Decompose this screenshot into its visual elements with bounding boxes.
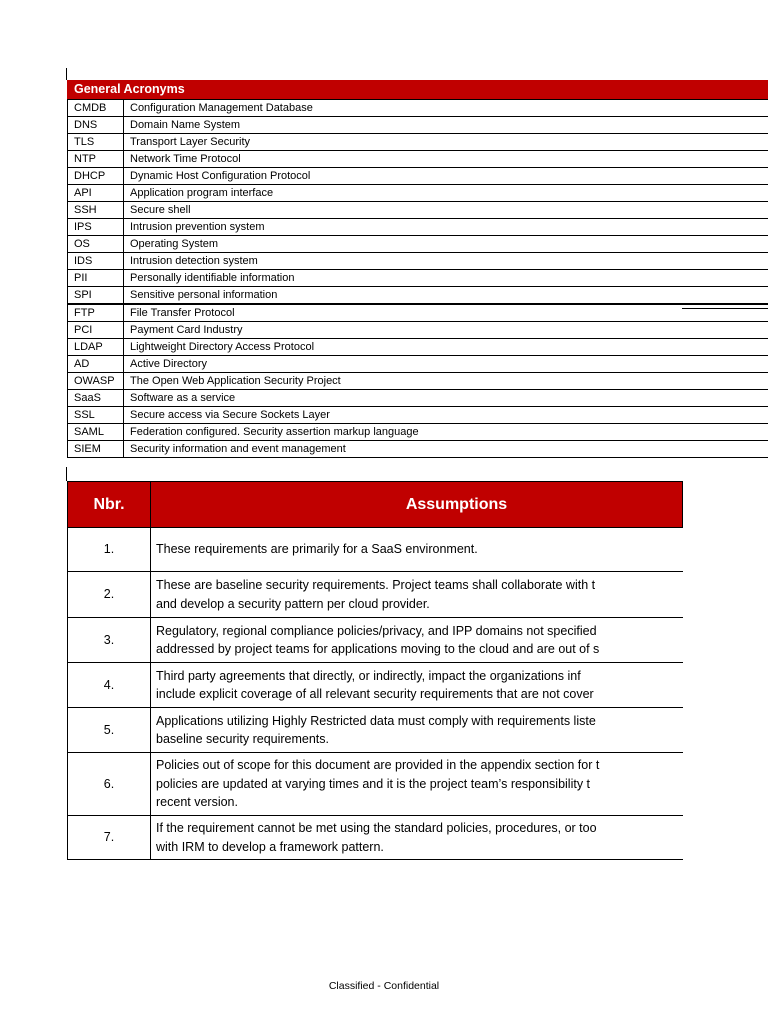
acronym-description: Personally identifiable information — [124, 270, 768, 287]
acronym-code: OWASP — [68, 373, 124, 390]
assumption-text-line: Policies out of scope for this document are provided in the appendix section for t — [156, 758, 600, 773]
acronym-code: DHCP — [68, 168, 124, 185]
assumption-text-line: These are baseline security requirements. Project teams shall collaborate with t — [156, 578, 596, 592]
acronym-description: Active Directory — [124, 356, 768, 373]
acronym-code: FTP — [68, 304, 124, 322]
acronym-description: Intrusion prevention system — [124, 219, 768, 236]
acronym-row — [68, 287, 768, 305]
acronym-description: Intrusion detection system — [124, 253, 768, 270]
acronym-description: File Transfer Protocol — [124, 304, 768, 322]
acronym-code: NTP — [68, 151, 124, 168]
acronym-description: Security information and event management — [124, 441, 768, 458]
assumption-text-line: These requirements are primarily for a SaaS environment. — [156, 542, 478, 557]
acronym-description: Payment Card Industry — [124, 322, 768, 339]
acronym-row — [68, 168, 768, 185]
acronym-row — [68, 236, 768, 253]
acronym-description: Operating System — [124, 236, 768, 253]
assumption-text-line: If the requirement cannot be met using the standard policies, procedures, or too — [156, 821, 597, 835]
acronym-description: Network Time Protocol — [124, 151, 768, 168]
acronym-row — [68, 322, 768, 339]
acronym-description: Transport Layer Security — [124, 134, 768, 151]
acronym-code: SaaS — [68, 390, 124, 407]
acronym-code: PII — [68, 270, 124, 287]
assumption-text-line: and develop a security pattern per cloud provider. — [156, 596, 430, 611]
assumption-text — [151, 528, 683, 572]
assumption-text-line: recent version. — [156, 795, 238, 810]
assumption-row — [68, 528, 683, 572]
acronym-description: Lightweight Directory Access Protocol — [124, 339, 768, 356]
left-border-gap — [66, 467, 67, 481]
acronym-row — [68, 304, 768, 322]
acronym-row — [68, 202, 768, 219]
acronym-row — [68, 185, 768, 202]
acronym-code: SSL — [68, 407, 124, 424]
acronym-code: PCI — [68, 322, 124, 339]
assumption-number: 4. — [68, 663, 151, 708]
acronym-description: Configuration Management Database — [124, 100, 768, 117]
acronym-code: SSH — [68, 202, 124, 219]
acronym-row — [68, 390, 768, 407]
assumption-text — [151, 572, 683, 618]
acronym-row — [68, 219, 768, 236]
assumption-text-line: Third party agreements that directly, or indirectly, impact the organizations inf — [156, 668, 581, 683]
assumptions-column-header: Assumptions — [151, 482, 683, 528]
assumption-number: 7. — [68, 816, 151, 860]
acronym-code: IPS — [68, 219, 124, 236]
assumption-text — [151, 618, 683, 663]
assumption-text — [151, 753, 683, 816]
assumption-number: 3. — [68, 618, 151, 663]
assumption-row — [68, 618, 683, 663]
assumption-text-line: with IRM to develop a framework pattern. — [156, 839, 384, 854]
acronym-code: SAML — [68, 424, 124, 441]
acronym-code: SIEM — [68, 441, 124, 458]
assumption-text-line: addressed by project teams for applications moving to the cloud and are out of s — [156, 642, 600, 656]
acronym-description: Sensitive personal information — [124, 287, 768, 305]
assumptions-header-row — [68, 482, 683, 528]
acronym-row — [68, 134, 768, 151]
acronym-description: Secure access via Secure Sockets Layer — [124, 407, 768, 424]
acronym-code: DNS — [68, 117, 124, 134]
acronym-code: SPI — [68, 287, 124, 305]
acronym-row — [68, 373, 768, 390]
acronym-row — [68, 253, 768, 270]
acronym-code: CMDB — [68, 100, 124, 117]
assumption-row — [68, 753, 683, 816]
acronym-description: Application program interface — [124, 185, 768, 202]
acronym-description: Secure shell — [124, 202, 768, 219]
acronym-row — [68, 117, 768, 134]
acronym-code: OS — [68, 236, 124, 253]
assumption-text — [151, 816, 683, 860]
assumption-row — [68, 572, 683, 618]
assumption-text-line: baseline security requirements. — [156, 732, 329, 746]
assumption-text — [151, 663, 683, 708]
acronym-row — [68, 356, 768, 373]
acronym-row — [68, 151, 768, 168]
assumption-text-line: policies are updated at varying times and it is the project team’s responsibility t — [156, 776, 591, 791]
assumption-text-line: Applications utilizing Highly Restricted data must comply with requirements liste — [156, 713, 596, 728]
assumption-row — [68, 708, 683, 753]
divider-line — [682, 308, 768, 309]
acronym-description: Software as a service — [124, 390, 768, 407]
acronym-description: Federation configured. Security assertion markup language — [124, 424, 768, 441]
acronym-code: TLS — [68, 134, 124, 151]
acronym-row — [68, 441, 768, 458]
acronym-row — [68, 424, 768, 441]
acronym-row — [68, 270, 768, 287]
acronym-description: Dynamic Host Configuration Protocol — [124, 168, 768, 185]
acronym-code: API — [68, 185, 124, 202]
assumption-row — [68, 816, 683, 860]
acronym-code: AD — [68, 356, 124, 373]
assumption-number: 5. — [68, 708, 151, 753]
assumption-text-line: include explicit coverage of all relevant security requirements that are not cover — [156, 687, 594, 701]
assumption-number: 1. — [68, 528, 151, 572]
assumption-row — [68, 663, 683, 708]
nbr-column-header: Nbr. — [68, 482, 151, 528]
acronyms-table — [67, 99, 768, 458]
assumptions-table — [67, 481, 683, 860]
acronym-row — [68, 339, 768, 356]
assumption-number: 6. — [68, 753, 151, 816]
assumption-number: 2. — [68, 572, 151, 618]
assumption-text-line: Regulatory, regional compliance policies/privacy, and IPP domains not specified — [156, 623, 597, 638]
acronym-description: The Open Web Application Security Project — [124, 373, 768, 390]
acronym-code: IDS — [68, 253, 124, 270]
footer-classification: Classified - Confidential — [328, 980, 440, 992]
acronym-row — [68, 407, 768, 424]
acronym-code: LDAP — [68, 339, 124, 356]
acronyms-title: General Acronyms — [67, 80, 768, 99]
assumption-text — [151, 708, 683, 753]
acronym-description: Domain Name System — [124, 117, 768, 134]
left-border-top — [66, 68, 67, 80]
acronym-row — [68, 100, 768, 117]
